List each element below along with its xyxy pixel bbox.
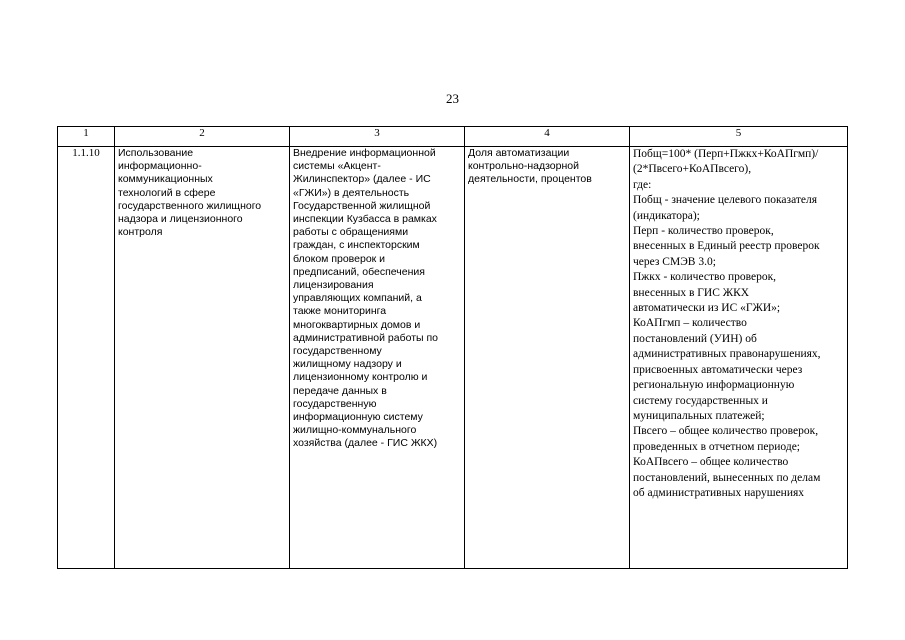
cell-text-line: предписаний, обеспечения: [293, 265, 425, 278]
cell-text-line: (индикатора);: [633, 209, 700, 222]
cell-text-line: административных правонарушениях,: [633, 348, 821, 361]
cell-text-line: об административных нарушениях: [633, 486, 805, 499]
cell-text-line: внесенных в ГИС ЖКХ: [633, 286, 750, 299]
cell-text-line: присвоенных автоматически через: [633, 363, 803, 376]
formula-cell: [630, 147, 848, 569]
cell-text-line: региональную информационную: [633, 379, 795, 392]
cell-text-line: где:: [633, 178, 652, 191]
cell-text-line: инспекции Кузбасса в рамках: [293, 213, 437, 226]
cell-text-line: информационно-: [118, 160, 202, 173]
cell-text-line: надзора и лицензионного: [118, 213, 243, 226]
indicator-table: [57, 126, 848, 569]
column-header: 5: [630, 127, 848, 147]
cell-text-line: жилищно-коммунального: [293, 424, 417, 437]
cell-text-line: Побщ - значение целевого показателя: [633, 194, 818, 207]
cell-text-line: через СМЭВ 3.0;: [633, 255, 716, 268]
cell-text-line: Пжкх - количество проверок,: [633, 271, 777, 284]
indicator-name-cell: [465, 147, 630, 569]
cell-text-line: блоком проверок и: [293, 252, 386, 265]
cell-text-line: работы с обращениями: [293, 226, 409, 239]
cell-text-line: автоматически из ИС «ГЖИ»;: [633, 302, 781, 315]
cell-text-line: хозяйства (далее - ГИС ЖКХ): [293, 437, 438, 450]
measure-name-cell: [115, 147, 290, 569]
cell-text-line: также мониторинга: [293, 305, 387, 318]
cell-text-line: лицензионному контролю и: [293, 371, 428, 384]
cell-text-line: Пвсего – общее количество проверок,: [633, 425, 819, 438]
cell-text-line: Побщ=100* (Перп+Пжкх+КоАПгмп)/: [633, 148, 819, 160]
cell-text-line: Перп - количество проверок,: [633, 225, 774, 238]
cell-text-line: систему государственных и: [633, 394, 768, 407]
column-header: 1: [58, 127, 115, 147]
cell-text-line: постановлений (УИН) об: [633, 332, 757, 345]
cell-text-line: Использование: [118, 147, 194, 159]
cell-text-line: Доля автоматизации: [468, 147, 570, 159]
column-header: 4: [465, 127, 630, 147]
page-number: 23: [446, 91, 459, 106]
measure-description-cell: [290, 147, 465, 569]
column-header: 3: [290, 127, 465, 147]
cell-text-line: проведенных в отчетном периоде;: [633, 440, 800, 453]
cell-text-line: передаче данных в: [293, 384, 387, 397]
cell-text-line: Внедрение информационной: [293, 147, 436, 159]
cell-text-line: лицензирования: [293, 279, 374, 292]
cell-text-line: жилищному надзору и: [293, 358, 402, 371]
cell-text-line: системы «Акцент-: [293, 160, 381, 173]
cell-text-line: государственную: [293, 397, 377, 410]
table-header-row: [58, 127, 848, 147]
cell-text-line: муниципальных платежей;: [633, 409, 765, 422]
cell-text-line: информационную систему: [293, 411, 423, 424]
cell-text-line: управляющих компаний, а: [293, 292, 422, 305]
cell-text-line: внесенных в Единый реестр проверок: [633, 240, 820, 253]
cell-text-line: государственному: [293, 345, 382, 358]
row-number: 1.1.10: [72, 147, 100, 159]
cell-text-line: деятельности, процентов: [468, 173, 592, 186]
cell-text-line: контроля: [118, 226, 163, 239]
cell-text-line: многоквартирных домов и: [293, 318, 421, 331]
cell-text-line: КоАПгмп – количество: [633, 317, 747, 330]
cell-text-line: КоАПвсего – общее количество: [633, 456, 789, 469]
row-number-cell: [58, 147, 115, 569]
cell-text-line: «ГЖИ») в деятельность: [293, 186, 410, 199]
cell-text-line: государственного жилищного: [118, 199, 262, 212]
cell-text-line: граждан, с инспекторским: [293, 239, 420, 252]
cell-text-line: постановлений, вынесенных по делам: [633, 471, 821, 484]
cell-text-line: Жилинспектор» (далее - ИС: [293, 173, 431, 186]
cell-text-line: контрольно-надзорной: [468, 160, 579, 173]
cell-text-line: Государственной жилищной: [293, 199, 431, 212]
column-header: 2: [115, 127, 290, 147]
table-row: [58, 147, 848, 569]
cell-text-line: технологий в сфере: [118, 186, 216, 199]
cell-text-line: административной работы по: [293, 331, 438, 344]
cell-text-line: (2*Пвсего+КоАПвсего),: [633, 163, 752, 176]
cell-text-line: коммуникационных: [118, 173, 213, 186]
